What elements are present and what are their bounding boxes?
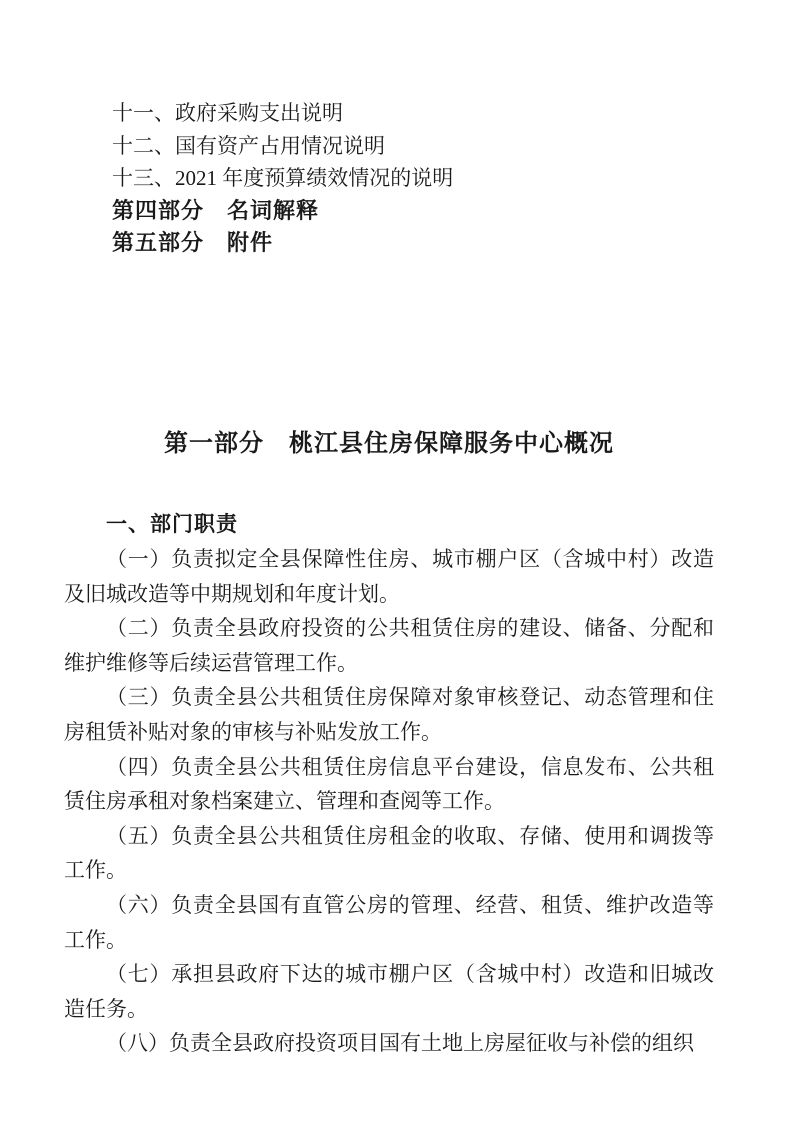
- duties-heading: 一、部门职责: [106, 512, 238, 536]
- toc-item: 十一、政府采购支出说明: [112, 101, 343, 125]
- duties-section: [64, 508, 714, 1062]
- duty-paragraph: （一）负责拟定全县保障性住房、城市棚户区（含城中村）改造及旧城改造等中期规划和年度计划。: [64, 547, 714, 606]
- part-one-title: 第一部分 桃江县住房保障服务中心概况: [164, 429, 614, 457]
- toc-part-heading: 第四部分 名词解释: [112, 197, 320, 223]
- duties-paragraphs: [64, 542, 714, 1061]
- toc-list: [64, 97, 714, 260]
- duty-paragraph: （八）负责全县政府投资项目国有土地上房屋征收与补偿的组织: [106, 1031, 694, 1056]
- duty-paragraph: （七）承担县政府下达的城市棚户区（含城中村）改造和旧城改造任务。: [64, 962, 714, 1021]
- duty-paragraph: （四）负责全县公共租赁住房信息平台建设，信息发布、公共租赁住房承租对象档案建立、管理和查阅等工作。: [64, 754, 714, 814]
- duty-paragraph: （五）负责全县公共租赁住房租金的收取、存储、使用和调拨等工作。: [64, 823, 714, 883]
- duty-paragraph: （二）负责全县政府投资的公共租赁住房的建设、储备、分配和维护维修等后续运营管理工作。: [64, 616, 714, 675]
- duty-paragraph: （三）负责全县公共租赁住房保障对象审核登记、动态管理和住房租赁补贴对象的审核与补贴发放工作。: [64, 685, 714, 745]
- toc-item: 十三、2021 年度预算绩效情况的说明: [112, 166, 454, 190]
- toc-part-heading: 第五部分 附件: [112, 230, 274, 255]
- toc-item: 十二、国有资产占用情况说明: [112, 133, 385, 158]
- duty-paragraph: （六）负责全县国有直管公房的管理、经营、租赁、维护改造等工作。: [64, 893, 714, 952]
